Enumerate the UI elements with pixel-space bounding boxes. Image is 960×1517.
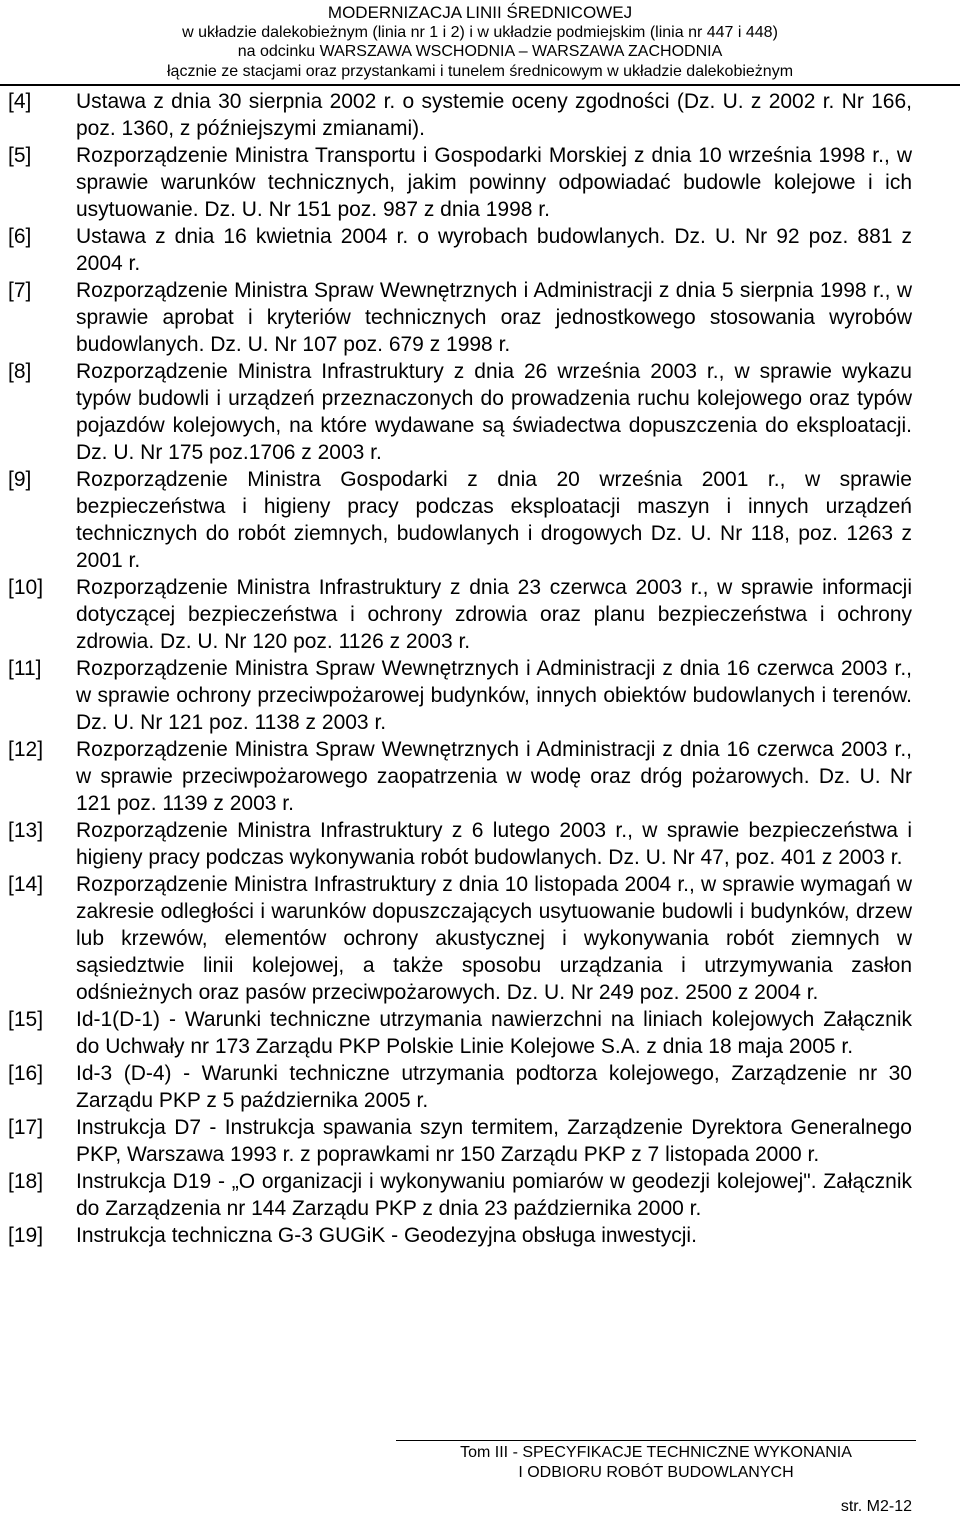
header-line-3: na odcinku WARSZAWA WSCHODNIA – WARSZAWA ZACHODNIA — [237, 43, 723, 60]
reference-text: Instrukcja D7 - Instrukcja spawania szyn termitem, Zarządzenie Dyrektora Generalnego PKP, Warszawa 1993 r. z poprawkami nr 150 Zarządu PKP z 7 listopada 2000 r. — [76, 1116, 912, 1166]
reference-item — [8, 1168, 912, 1222]
reference-item — [8, 574, 912, 655]
reference-number: [10] — [8, 576, 44, 599]
reference-item — [8, 1222, 912, 1249]
reference-text: Rozporządzenie Ministra Spraw Wewnętrznych i Administracji z dnia 16 czerwca 2003 r., w sprawie przeciwpożarowego zaopatrzenia w wodę oraz dróg pożarowych. Dz. U. Nr 121 poz. 1139 z 2003 r. — [76, 738, 912, 815]
reference-text: Id-1(D-1) - Warunki techniczne utrzymania nawierzchni na liniach kolejowych Załącznik do Uchwały nr 173 Zarządu PKP Polskie Linie Kolejowe S.A. z dnia 18 maja 2005 r. — [76, 1008, 912, 1058]
reference-text: Rozporządzenie Ministra Spraw Wewnętrznych i Administracji z dnia 5 sierpnia 1998 r., w sprawie aprobat i kryteriów technicznych oraz jednostkowego stosowania wyrobów budowlanych. Dz. U. Nr 107 poz. 679 z 1998 r. — [76, 279, 912, 356]
reference-text: Rozporządzenie Ministra Transportu i Gospodarki Morskiej z dnia 10 września 1998 r., w sprawie warunków technicznych, jakim powinny odpowiadać budowle kolejowe i ich usytuowanie. Dz. U. Nr 151 poz. 987 z dnia 1998 r. — [76, 144, 912, 221]
reference-text: Instrukcja techniczna G-3 GUGiK - Geodezyjna obsługa inwestycji. — [76, 1224, 697, 1247]
reference-number: [18] — [8, 1170, 44, 1193]
reference-text: Ustawa z dnia 30 sierpnia 2002 r. o systemie oceny zgodności (Dz. U. z 2002 r. Nr 166, poz. 1360, z późniejszymi zmianami). — [76, 90, 912, 140]
reference-text: Rozporządzenie Ministra Infrastruktury z dnia 23 czerwca 2003 r., w sprawie informacji dotyczącej bezpieczeństwa i ochrony zdrowia oraz planu bezpieczeństwa i ochrony zdrowia. Dz. U. Nr 120 poz. 1126 z 2003 r. — [76, 576, 912, 653]
reference-item — [8, 1060, 912, 1114]
reference-item — [8, 1006, 912, 1060]
page-number: str. M2-12 — [840, 1498, 912, 1515]
footer-line-2: I ODBIORU ROBÓT BUDOWLANYCH — [518, 1463, 794, 1481]
footer-divider — [396, 1440, 916, 1441]
header-line-2: w układzie dalekobieżnym (linia nr 1 i 2) i w układzie podmiejskim (linia nr 447 i 448) — [182, 23, 778, 41]
reference-item — [8, 736, 912, 817]
reference-number: [8] — [8, 360, 32, 383]
reference-item — [8, 88, 912, 142]
reference-text: Rozporządzenie Ministra Infrastruktury z dnia 26 września 2003 r., w sprawie wykazu typów budowli i urządzeń przeznaczonych do prowadzenia ruchu kolejowego oraz typów pojazdów kolejowych, na które wydawane są świadectwa dopuszczenia do eksploatacji. Dz. U. Nr 175 poz.1706 z 2003 r. — [76, 360, 912, 464]
footer-line-1: Tom III - SPECYFIKACJE TECHNICZNE WYKONANIA — [460, 1444, 852, 1461]
reference-number: [17] — [8, 1116, 44, 1139]
header-title: MODERNIZACJA LINII ŚREDNICOWEJ — [327, 3, 633, 22]
reference-item — [8, 871, 912, 1006]
reference-item — [8, 817, 912, 871]
reference-item — [8, 466, 912, 574]
reference-item — [8, 277, 912, 358]
reference-text: Rozporządzenie Ministra Spraw Wewnętrznych i Administracji z dnia 16 czerwca 2003 r., w sprawie ochrony przeciwpożarowej budynków, innych obiektów budowlanych i terenów. Dz. U. Nr 121 poz. 1138 z 2003 r. — [76, 657, 912, 734]
reference-number: [11] — [8, 657, 42, 680]
page-header — [0, 3, 960, 81]
reference-number: [5] — [8, 144, 32, 167]
reference-item — [8, 358, 912, 466]
reference-item — [8, 1114, 912, 1168]
reference-text: Instrukcja D19 - „O organizacji i wykonywaniu pomiarów w geodezji kolejowej". Załącznik do Zarządzenia nr 144 Zarządu PKP z dnia 23 października 2000 r. — [76, 1170, 912, 1220]
reference-number: [19] — [8, 1224, 44, 1247]
reference-text: Rozporządzenie Ministra Gospodarki z dnia 20 września 2001 r., w sprawie bezpieczeństwa i higieny pracy podczas eksploatacji maszyn i innych urządzeń technicznych do robót ziemnych, budowlanych i drogowych Dz. U. Nr 118, poz. 1263 z 2001 r. — [76, 468, 912, 572]
reference-number: [15] — [8, 1008, 44, 1031]
reference-item — [8, 223, 912, 277]
reference-item — [8, 142, 912, 223]
reference-number: [7] — [8, 279, 32, 302]
reference-number: [9] — [8, 468, 32, 491]
reference-number: [16] — [8, 1062, 44, 1085]
reference-number: [14] — [8, 873, 44, 896]
page-footer — [396, 1443, 916, 1482]
reference-text: Rozporządzenie Ministra Infrastruktury z 6 lutego 2003 r., w sprawie bezpieczeństwa i higieny pracy podczas wykonywania robót budowlanych. Dz. U. Nr 47, poz. 401 z 2003 r. — [76, 819, 912, 869]
reference-text: Ustawa z dnia 16 kwietnia 2004 r. o wyrobach budowlanych. Dz. U. Nr 92 poz. 881 z 2004 r. — [76, 225, 912, 275]
reference-number: [4] — [8, 90, 32, 113]
reference-text: Rozporządzenie Ministra Infrastruktury z dnia 10 listopada 2004 r., w sprawie wymagań w zakresie odległości i warunków dopuszczających usytuowanie budowli i budynków, drzew lub krzewów, elementów ochrony akustycznej i wykonywania robót ziemnych w sąsiedztwie linii kolejowej, a także sposobu urządzania i utrzymywania zasłon odśnieżnych oraz pasów przeciwpożarowych. Dz. U. Nr 249 poz. 2500 z 2004 r. — [76, 873, 912, 1004]
header-line-4: łącznie ze stacjami oraz przystankami i tunelem średnicowym w układzie dalekobieżnym — [166, 62, 794, 80]
reference-list — [8, 88, 912, 1249]
reference-number: [12] — [8, 738, 44, 761]
header-divider — [0, 84, 960, 86]
reference-number: [13] — [8, 819, 44, 842]
reference-number: [6] — [8, 225, 32, 248]
reference-text: Id-3 (D-4) - Warunki techniczne utrzymania podtorza kolejowego, Zarządzenie nr 30 Zarządu PKP z 5 października 2005 r. — [76, 1062, 912, 1112]
reference-item — [8, 655, 912, 736]
